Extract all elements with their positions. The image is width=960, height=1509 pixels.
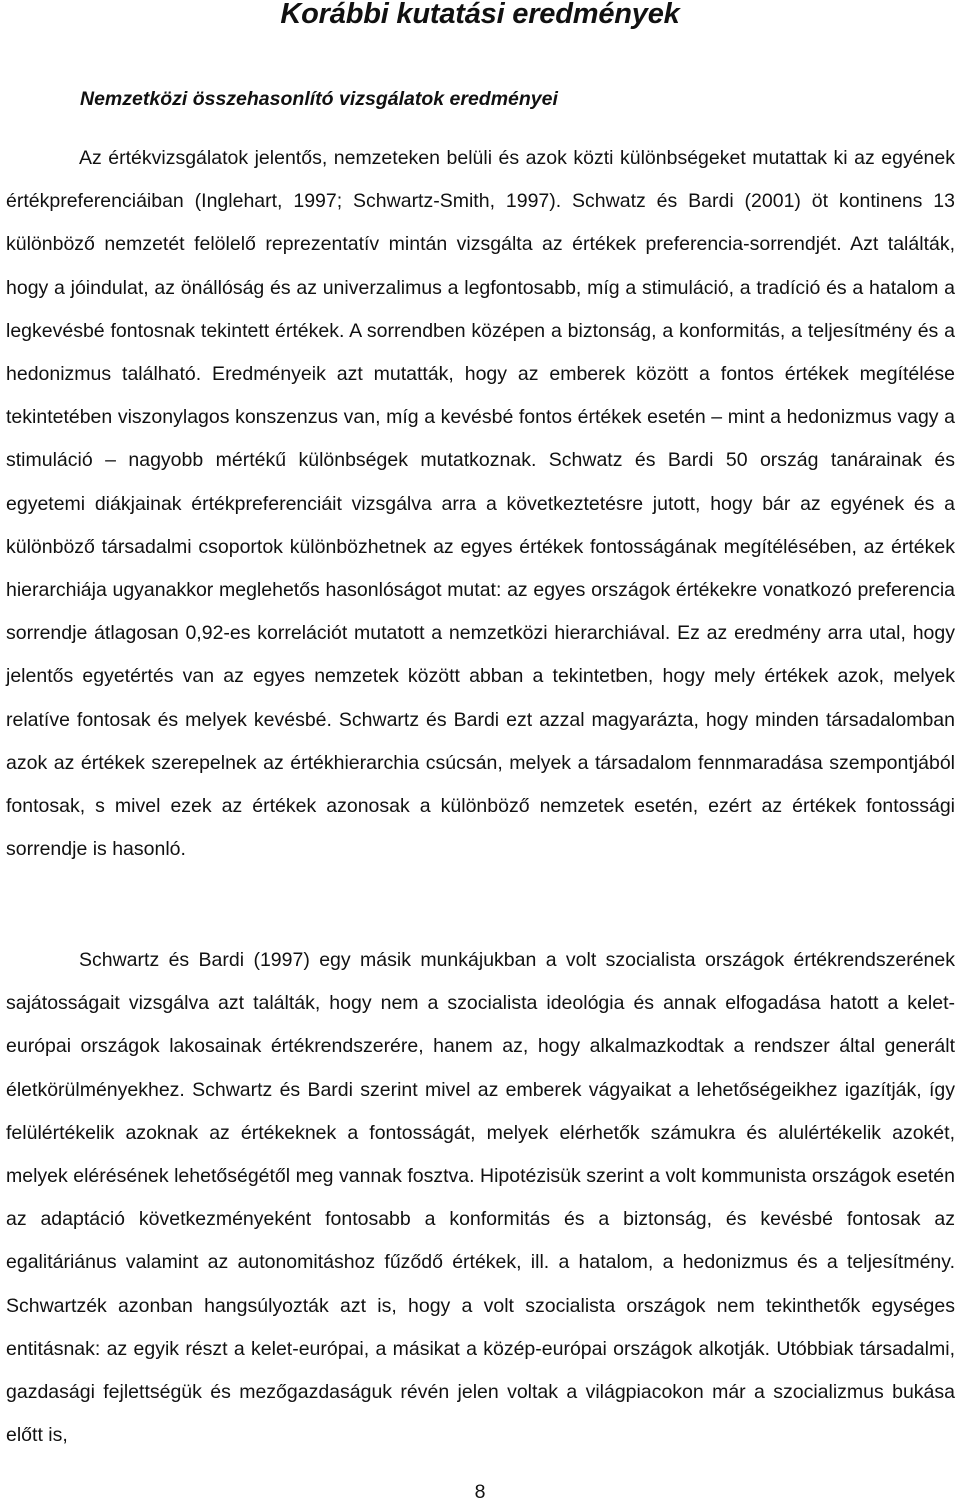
section-subtitle: Nemzetközi összehasonlító vizsgálatok eredményei — [80, 88, 558, 110]
body-paragraph-2: Schwartz és Bardi (1997) egy másik munkájukban a volt szocialista országok értékrendszerének sajátosságait vizsgálva azt találták, hogy nem a szocialista ideológia és annak elfogadása hatott a kelet-európai országok lakosainak értékrendszerére, hanem az, hogy alkalmazkodtak a rendszer által generált életkörülményekhez. Schwartz és Bardi szerint mivel az emberek vágyaikat a lehetőségeikhez igazítják, így felülértékelik azoknak az értékeknek a fontosságát, melyek elérhetők számukra és alulértékelik azokét, melyek elérésének lehetőségétől meg vannak fosztva. Hipotézisük szerint a volt kommunista országok esetén az adaptáció következményeként fontosabb a konformitás és a biztonság, és kevésbé fontosak az egalitáriánus valamint az autonomitáshoz fűződő értékek, ill. a hatalom, a hedonizmus és a teljesítmény. Schwartzék azonban hangsúlyozták azt is, hogy a volt szocialista országok nem tekinthetők egységes entitásnak: az egyik részt a kelet-európai, a másikat a közép-európai országok alkotják. Utóbbiak társadalmi, gazdasági fejlettségük és mezőgazdaságuk révén jelen voltak a világpiacokon már a szocializmus bukása előtt is, — [6, 949, 955, 1447]
page-title: Korábbi kutatási eredmények — [280, 0, 680, 30]
body-paragraph-1: Az értékvizsgálatok jelentős, nemzeteken belüli és azok közti különbségeket mutattak ki az egyének értékpreferenciáiban (Inglehart, 1997; Schwartz-Smith, 1997). Schwatz és Bardi (2001) öt kontinens 13 különböző nemzetét felölelő reprezentatív mintán vizsgálta az értékek preferencia-sorrendjét. Azt találták, hogy a jóindulat, az önállóság és az univerzalimus a legfontosabb, míg a stimuláció, a tradíció és a hatalom a legkevésbé fontosnak tekintett értékek. A sorrendben középen a biztonság, a konformitás, a teljesítmény és a hedonizmus található. Eredményeik azt mutatták, hogy az emberek között a fontos értékek megítélése tekintetében viszonylagos konszenzus van, míg a kevésbé fontos értékek esetén – mint a hedonizmus vagy a stimuláció – nagyobb mértékű különbségek mutatkoznak. Schwatz és Bardi 50 ország tanárainak és egyetemi diákjainak értékpreferenciáit vizsgálva arra a következtetésre jutott, hogy bár az egyének és a különböző társadalmi csoportok különbözhetnek az egyes értékek fontosságának megítélésében, az értékek hierarchiája ugyanakkor meglehetős hasonlóságot mutat: az egyes országok értékekre vonatkozó preferencia sorrendje átlagosan 0,92-es korrelációt mutatott a nemzetközi hierarchiával. Ez az eredmény arra utal, hogy jelentős egyetértés van az egyes nemzetek között abban a tekintetben, hogy mely értékek azok, melyek relatíve fontosak és melyek kevésbé. Schwartz és Bardi ezt azzal magyarázta, hogy minden társadalomban azok az értékek szerepelnek az értékhierarchia csúcsán, melyek a társadalom fennmaradása szempontjából fontosak, s mivel ezek az értékek azonosak a különböző nemzetek esetén, ezért az értékek fontossági sorrendje is hasonló. — [6, 147, 955, 861]
page-number: 8 — [474, 1481, 486, 1503]
